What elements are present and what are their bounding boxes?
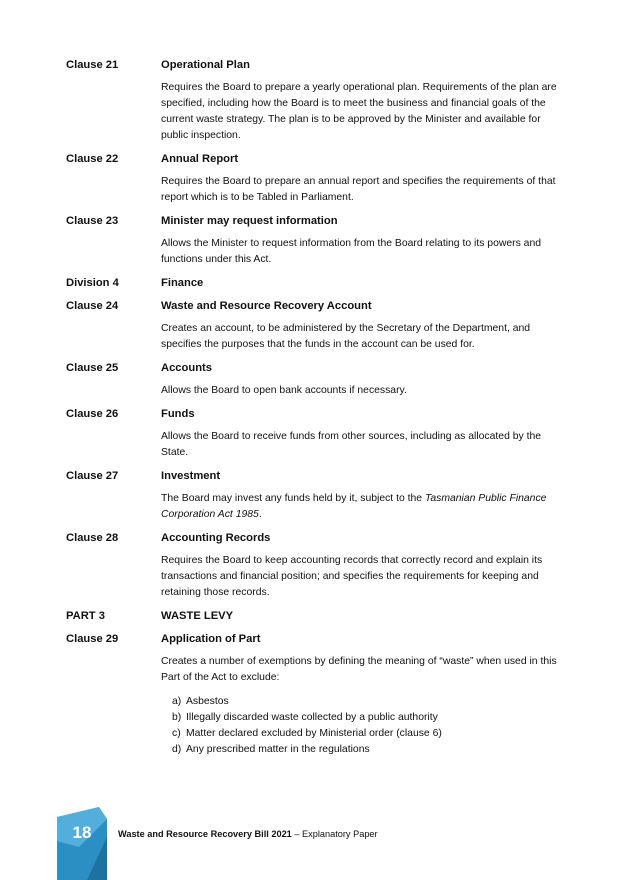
section-description: Allows the Board to receive funds from other sources, including as allocated by the State.: [161, 431, 542, 458]
section-label: Clause 23: [66, 215, 119, 227]
list-marker: c): [172, 728, 181, 739]
list-text: Any prescribed matter in the regulations: [186, 744, 370, 755]
list-item: [172, 694, 566, 710]
section-title: Accounting Records: [161, 532, 271, 544]
section-label: Clause 29: [66, 633, 119, 645]
section-title: Operational Plan: [161, 59, 250, 71]
page-number: 18: [72, 823, 92, 842]
section-title: Waste and Resource Recovery Account: [161, 300, 372, 312]
section-heading: [66, 299, 566, 314]
list-marker: a): [172, 696, 182, 707]
footer-text: [118, 829, 378, 839]
section-heading: [66, 632, 566, 647]
section-label: Clause 25: [66, 362, 119, 374]
section-heading: [66, 407, 566, 422]
section-description: Creates a number of exemptions by defining the meaning of “waste” when used in this Part of the Act to exclude:: [161, 656, 557, 683]
section-title: Minister may request information: [161, 215, 338, 227]
list-text: Matter declared excluded by Ministerial order (clause 6): [186, 728, 442, 739]
section-label: Clause 21: [66, 59, 119, 71]
division-heading: [66, 276, 566, 291]
section-heading: [66, 58, 566, 73]
section-title: Application of Part: [161, 633, 261, 645]
page-number-tab-graphic: [57, 807, 107, 880]
list-marker: b): [172, 712, 182, 723]
section-label: Division 4: [66, 277, 119, 289]
section-label: Clause 24: [66, 300, 119, 312]
list-text: Asbestos: [186, 696, 229, 707]
section-description: Allows the Minister to request information from the Board relating to its powers and functions under this Act.: [161, 238, 542, 265]
document-body: [66, 58, 566, 758]
list-text: Illegally discarded waste collected by a public authority: [186, 712, 438, 723]
part-heading: [66, 609, 566, 624]
exclusion-list: [172, 694, 566, 758]
list-marker: d): [172, 744, 182, 755]
section-title: Investment: [161, 470, 221, 482]
section-description: Requires the Board to prepare an annual report and specifies the requirements of that report which is to be Tabled in Parliament.: [161, 176, 556, 203]
section-title: Finance: [161, 277, 204, 289]
list-item: [172, 710, 566, 726]
description-end: .: [258, 509, 262, 520]
section-title: Funds: [161, 408, 195, 420]
description-text: The Board may invest any funds held by it, subject to the: [161, 493, 425, 504]
section-heading: [66, 361, 566, 376]
list-item: [172, 726, 566, 742]
section-heading: [66, 214, 566, 229]
section-title: Annual Report: [161, 153, 239, 165]
footer-title: Waste and Resource Recovery Bill 2021: [118, 829, 292, 839]
section-title: WASTE LEVY: [161, 610, 234, 622]
section-description: Creates an account, to be administered by the Secretary of the Department, and specifies the purposes that the funds in the account can be used for.: [161, 323, 531, 350]
section-description: Allows the Board to open bank accounts if necessary.: [161, 385, 407, 396]
section-label: Clause 28: [66, 532, 119, 544]
section-title: Accounts: [161, 362, 212, 374]
act-title: Tasmanian Public Finance Corporation Act 1985: [161, 493, 547, 520]
section-label: Clause 26: [66, 408, 119, 420]
section-heading: [66, 469, 566, 484]
section-description: Requires the Board to prepare a yearly operational plan. Requirements of the plan are specified, including how the Board is to meet the business and financial goals of the current waste strategy. The plan is to be approved by the Minister and available for public inspection.: [161, 82, 557, 141]
section-label: PART 3: [66, 610, 105, 622]
section-heading: [66, 152, 566, 167]
section-heading: [66, 531, 566, 546]
list-item: [172, 742, 566, 758]
section-description: Requires the Board to keep accounting records that correctly record and explain its transactions and financial position; and specifies the requirements for keeping and retaining those records.: [161, 555, 543, 598]
section-description: [161, 491, 566, 523]
section-label: Clause 27: [66, 470, 119, 482]
section-label: Clause 22: [66, 153, 119, 165]
footer-subtitle: – Explanatory Paper: [291, 829, 378, 839]
